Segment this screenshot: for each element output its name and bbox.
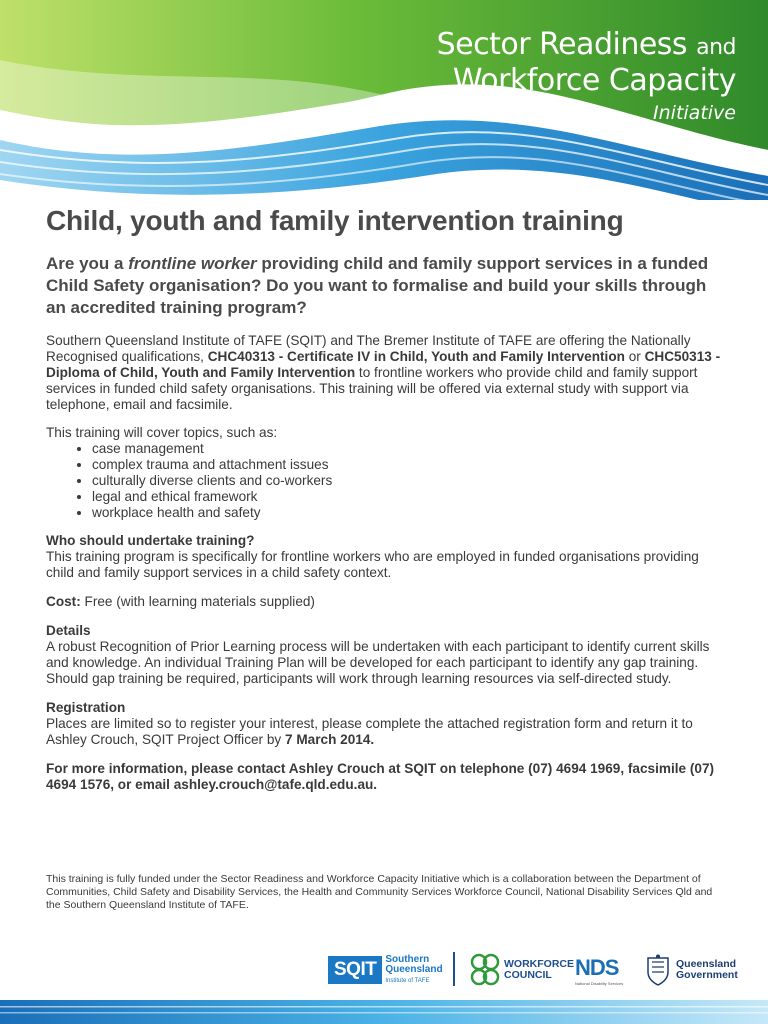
page-title: Child, youth and family intervention training [46,205,624,236]
workforce-council-logo [470,950,574,990]
sqit-line1: Southern [385,953,430,965]
main-content [46,205,726,793]
registration-heading: Registration [46,700,126,715]
wf-line1: WORKFORCE [504,958,574,970]
cost-label: Cost: [46,594,81,609]
qld-line2: Government [676,969,738,981]
workforce-council-icon [470,953,500,987]
crest-icon [644,954,672,986]
qualification-cert-iv: CHC40313 - Certificate IV in Child, Youth and Family Intervention [207,349,625,364]
topics-intro: This training will cover topics, such as: [46,425,278,440]
qld-line1: Queensland [676,958,737,970]
who-text: This training program is specifically for frontline workers who are employed in funded organisations providing child and family support services in a child safety context. [46,549,699,580]
list-item: • case management [92,441,726,457]
intro-text-2: or [624,349,645,364]
intro-text-1: Southern Queensland Institute of TAFE (SQIT) and The Bremer Institute of TAFE are offering the Nationally Recognised qualifications, [46,333,691,364]
lead-post: providing child and family support services in a funded Child Safety organisation? Do you want to formalise and build your skills through an accredited training program? [46,254,709,317]
sqit-line2: Queensland [385,963,443,975]
lead-pre: Are you a [46,254,129,273]
sqit-line3: Institute of TAFE [385,977,430,984]
registration-section [46,700,726,748]
qualification-diploma: CHC50313 - Diploma of Child, Youth and Family Intervention [46,349,721,380]
banner-title [436,27,736,124]
list-item: • workplace health and safety [92,505,726,521]
nds-logo [575,950,623,990]
nds-abbr: NDS [575,954,619,980]
lead-question [46,253,726,319]
queensland-government-logo [644,950,738,990]
details-text: A robust Recognition of Prior Learning process will be undertaken with each participant to identify current skills and knowledge. An individual Training Plan will be developed for each participant to identify any gap training. Should gap training be required, participants will work through learning resources via self-directed study. [46,639,710,686]
list-item: • complex trauma and attachment issues [92,457,726,473]
banner-line1: Sector Readiness [436,27,688,62]
intro-paragraph [46,333,726,413]
contact-info: For more information, please contact Ashley Crouch at SQIT on telephone (07) 4694 1969, facsimile (07) 4694 1576, or email ashley.crouch@tafe.qld.edu.au. [46,761,715,792]
details-heading: Details [46,623,91,638]
lead-italic: frontline worker [128,254,257,273]
wf-line2: COUNCIL [504,969,552,981]
footer-stripe [0,1000,768,1024]
banner-line3: Initiative [653,102,736,124]
cost-section [46,594,726,610]
nds-sub: National Disability Services [575,980,624,986]
sqit-abbr: SQIT [328,956,382,984]
details-section [46,623,726,687]
who-section [46,533,726,581]
funding-footnote: This training is fully funded under the Sector Readiness and Workforce Capacity Initiative which is a collaboration between the Department of Communities, Child Safety and Disability Services, the Health and Community Services Workforce Council, National Disability Services Qld and the Southern Queensland Institute of TAFE. [46,873,713,911]
banner-line2: Workforce Capacity [452,63,736,98]
intro-text-3: to frontline workers who provide child and family support services in funded child safety organisations. This training will be offered via external study with support via telephone, email and facsimile. [46,365,698,412]
registration-date: 7 March 2014. [285,732,375,747]
partner-logos [328,950,738,990]
cost-text: Free (with learning materials supplied) [80,594,315,609]
header-banner [0,0,768,200]
banner-and: and [696,35,736,60]
sqit-logo [328,950,443,990]
who-heading: Who should undertake training? [46,533,255,548]
list-item: • legal and ethical framework [92,489,726,505]
registration-text: Places are limited so to register your interest, please complete the attached registration form and return it to Ashley Crouch, SQIT Project Officer by [46,716,693,747]
topics-list [46,441,726,521]
list-item: • culturally diverse clients and co-workers [92,473,726,489]
logo-divider [453,952,455,986]
